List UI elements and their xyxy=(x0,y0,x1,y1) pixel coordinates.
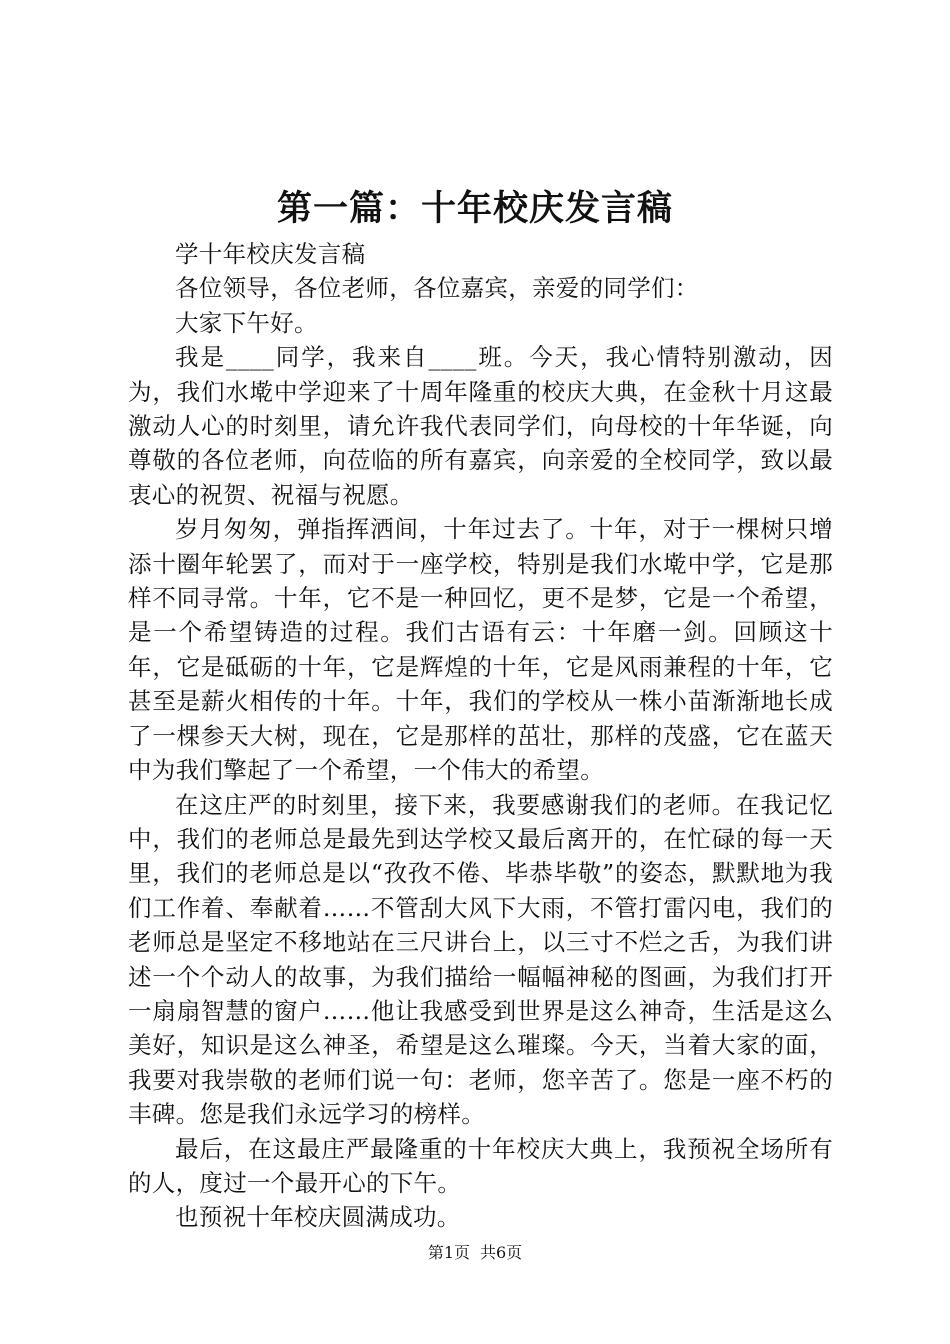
document-body xyxy=(128,237,833,1235)
paragraph-ten-years: 岁月匆匆，弹指挥洒间，十年过去了。十年，对于一棵树只增添十圈年轮罢了，而对于一座学校，特别是我们水墘中学，它是那样不同寻常。十年，它不是一种回忆，更不是梦，它是一个希望，是一个希望铸造的过程。我们古语有云：十年磨一剑。回顾这十年，它是砥砺的十年，它是辉煌的十年，它是风雨兼程的十年，它甚至是薪火相传的十年。十年，我们的学校从一株小苗渐渐地长成了一棵参天大树，现在，它是那样的茁壮，那样的茂盛，它在蓝天中为我们擎起了一个希望，一个伟大的希望。 xyxy=(128,515,833,785)
page-footer xyxy=(0,1241,950,1265)
paragraph-final-wish: 也预祝十年校庆圆满成功。 xyxy=(175,1203,461,1232)
paragraph-thanks-teachers: 在这庄严的时刻里，接下来，我要感谢我们的老师。在我记忆中，我们的老师总是最先到达学校又最后离开的，在忙碌的每一天里，我们的老师总是以“孜孜不倦、毕恭毕敬”的姿态，默默地为我们工作着、奉献着……不管刮大风下大雨，不管打雷闪电，我们的老师总是坚定不移地站在三尺讲台上，以三寸不烂之舌，为我们讲述一个个动人的故事，为我们描给一幅幅神秘的图画，为我们打开一扇扇智慧的窗户……他让我感受到世界是这么神奇，生活是这么美好，知识是这么神圣，希望是这么璀璨。今天，当着大家的面，我要对我崇敬的老师们说一句：老师，您辛苦了。您是一座不朽的丰碑。您是我们永远学习的榜样。 xyxy=(128,790,833,1129)
paragraph-salutation: 各位领导，各位老师，各位嘉宾，亲爱的同学们： xyxy=(175,274,699,303)
document-title: 第一篇：十年校庆发言稿 xyxy=(276,188,673,229)
page-number: 第1页 xyxy=(427,1243,470,1262)
paragraph-introduction: 我是____同学，我来自____班。今天，我心情特别激动，因为，我们水墘中学迎来了十周年隆重的校庆大典，在金秋十月这最激动人心的时刻里，请允许我代表同学们，向母校的十年华诞，向尊敬的各位老师，向莅临的所有嘉宾，向亲爱的全校同学，致以最衷心的祝贺、祝福与祝愿。 xyxy=(128,343,833,509)
paragraph-subtitle: 学十年校庆发言稿 xyxy=(175,240,366,268)
page-total: 共6页 xyxy=(480,1243,523,1262)
paragraph-greeting: 大家下午好。 xyxy=(175,308,318,337)
paragraph-closing-wish: 最后，在这最庄严最隆重的十年校庆大典上，我预祝全场所有的人，度过一个最开心的下午。 xyxy=(128,1134,833,1197)
